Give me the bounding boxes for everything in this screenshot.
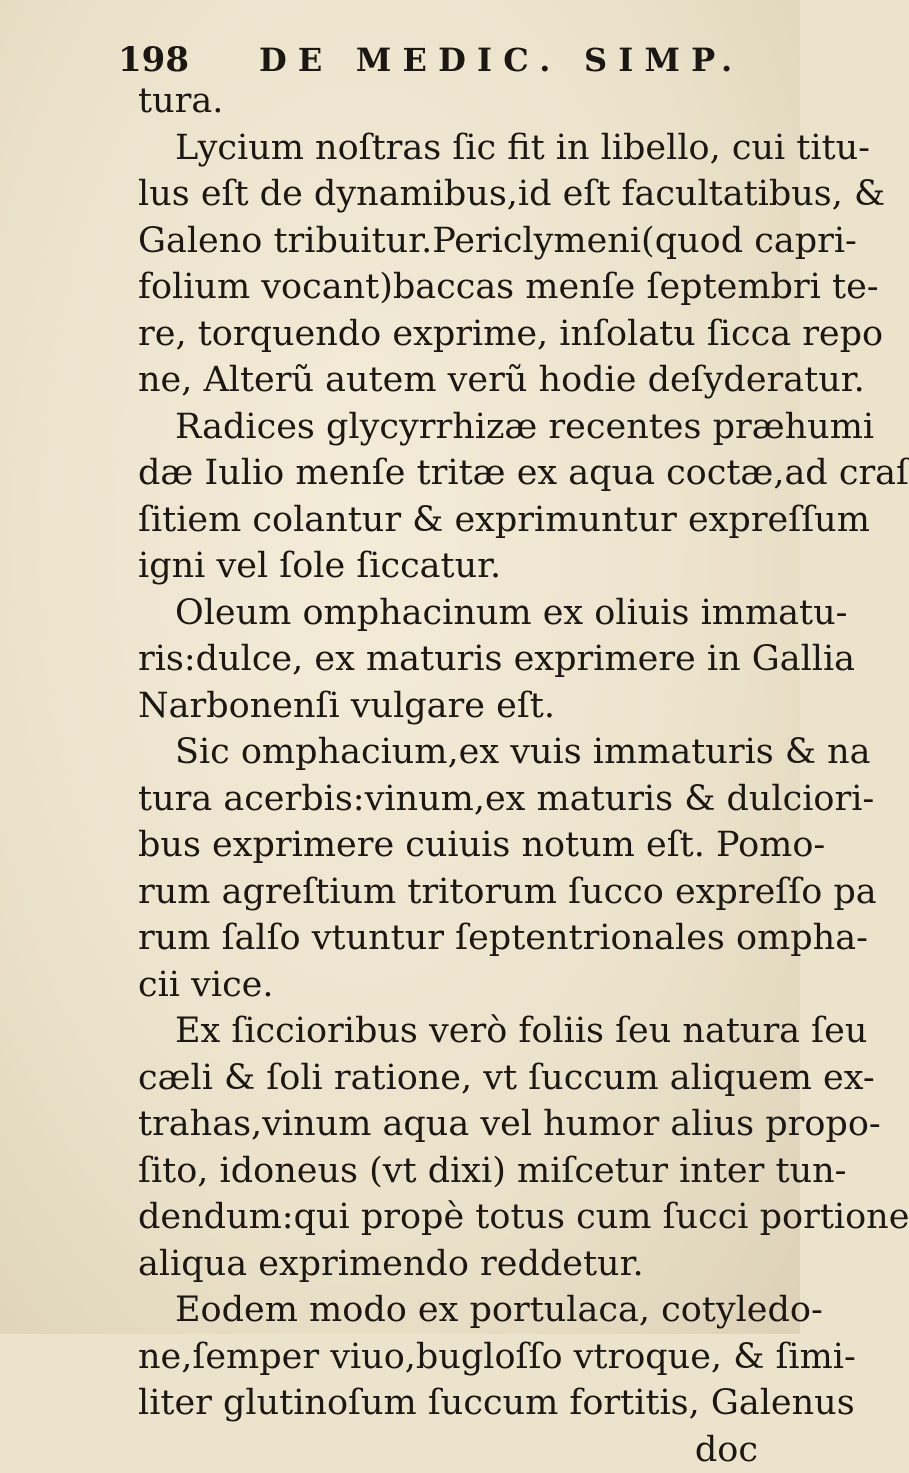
text-line: rum agreſtium tritorum ſucco expreſſo pa	[138, 869, 778, 916]
text-line: ne,ſemper viuo,bugloſſo vtroque, & ſimi-	[138, 1334, 778, 1381]
text-line: Ex ſiccioribus verò foliis ſeu natura ſeu	[138, 1008, 778, 1055]
text-line: bus exprimere cuiuis notum eſt. Pomo-	[138, 822, 778, 869]
text-line: cii vice.	[138, 962, 778, 1009]
text-line: ſito, idoneus (vt dixi) miſcetur inter tun-	[138, 1148, 778, 1195]
body-text	[138, 78, 778, 1473]
text-line: dæ Iulio menſe tritæ ex aqua coctæ,ad craſ	[138, 450, 778, 497]
text-line: liter glutinoſum ſuccum fortitis, Galenus	[138, 1380, 778, 1427]
text-line: tura acerbis:vinum,ex maturis & dulciori-	[138, 776, 778, 823]
text-line: dendum:qui propè totus cum ſucci portione	[138, 1194, 778, 1241]
text-line: re, torquendo exprime, inſolatu ſicca repo	[138, 311, 778, 358]
text-line: trahas,vinum aqua vel humor alius propo-	[138, 1101, 778, 1148]
text-line: tura.	[138, 78, 778, 125]
text-line: igni vel ſole ſiccatur.	[138, 543, 778, 590]
catchword: doc	[138, 1427, 778, 1473]
text-line: Oleum omphacinum ex oliuis immatu-	[138, 590, 778, 637]
page-header	[118, 40, 743, 80]
text-line: ne, Alterũ autem verũ hodie deſyderatur.	[138, 357, 778, 404]
text-line: Eodem modo ex portulaca, cotyledo-	[138, 1287, 778, 1334]
text-line: aliqua exprimendo reddetur.	[138, 1241, 778, 1288]
running-title: DE MEDIC. SIMP.	[259, 41, 743, 79]
page-number: 198	[118, 40, 189, 80]
text-line: Sic omphacium,ex vuis immaturis & na	[138, 729, 778, 776]
text-line: Radices glycyrrhizæ recentes præhumi	[138, 404, 778, 451]
text-line: Narbonenſi vulgare eſt.	[138, 683, 778, 730]
text-line: lus eſt de dynamibus,id eſt facultatibus, &	[138, 171, 778, 218]
text-line: rum ſalſo vtuntur ſeptentrionales ompha-	[138, 915, 778, 962]
text-line: ſitiem colantur & exprimuntur expreſſum	[138, 497, 778, 544]
text-line: Galeno tribuitur.Periclymeni(quod capri-	[138, 218, 778, 265]
text-line: Lycium noſtras ſic fit in libello, cui titu-	[138, 125, 778, 172]
text-line: ris:dulce, ex maturis exprimere in Gallia	[138, 636, 778, 683]
text-line: cæli & ſoli ratione, vt ſuccum aliquem ex-	[138, 1055, 778, 1102]
text-line: folium vocant)baccas menſe ſeptembri te-	[138, 264, 778, 311]
